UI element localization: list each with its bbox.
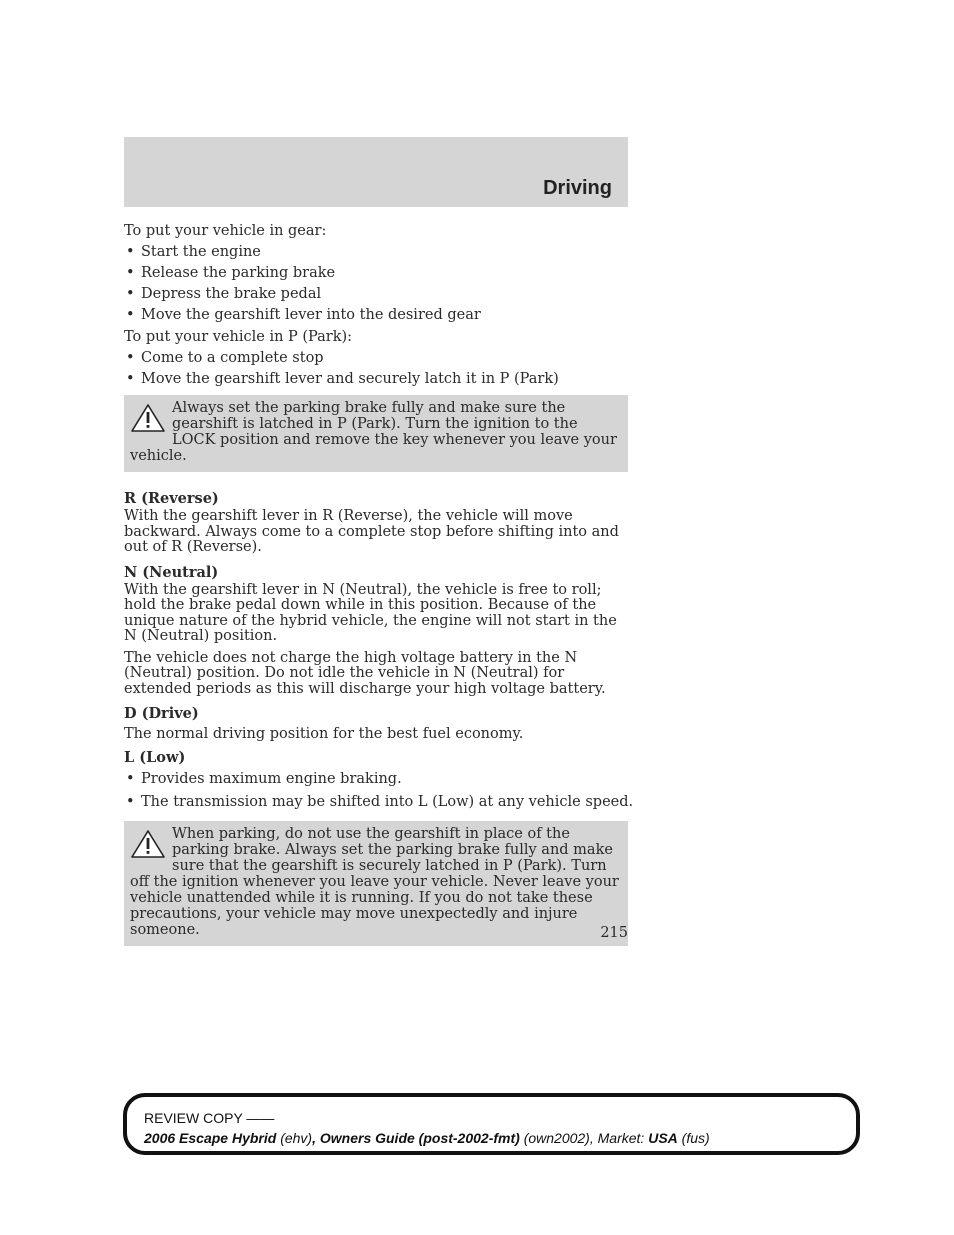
warning-box — [124, 821, 628, 946]
list-item: • Release the parking brake — [124, 263, 628, 284]
warning-box — [124, 395, 628, 472]
review-footer — [123, 1093, 860, 1155]
review-label: REVIEW COPY —— — [144, 1110, 275, 1126]
neutral-text-2: The vehicle does not charge the high voltage battery in the N (Neutral) position. Do not idle the vehicle in N (Neutral) for extended periods as this will discharge your high voltage battery. — [124, 649, 606, 697]
park-steps-list — [124, 348, 628, 390]
warning-triangle-icon — [130, 403, 166, 433]
section-header — [124, 137, 628, 207]
page-content — [124, 221, 634, 962]
bullet-icon: • — [126, 265, 135, 281]
neutral-text-1: With the gearshift lever in N (Neutral), the vehicle is free to roll; hold the brake pedal down while in this position. Because of the unique nature of the hybrid vehicle, the engine will not start in the N (Neutral) position. — [124, 581, 617, 644]
drive-text: The normal driving position for the best fuel economy. — [124, 726, 524, 742]
gear-steps-list — [124, 242, 628, 326]
list-item: • Start the engine — [124, 242, 628, 263]
list-item: • Move the gearshift lever into the desired gear — [124, 305, 628, 326]
page-number: 215 — [600, 925, 628, 941]
list-item: • Depress the brake pedal — [124, 284, 628, 305]
reverse-text: With the gearshift lever in R (Reverse), the vehicle will move backward. Always come to a complete stop before shifting into and out of R (Reverse). — [124, 508, 619, 555]
bullet-icon: • — [126, 771, 135, 787]
warning-text: Always set the parking brake fully and make sure the gearshift is latched in P (Park). Turn the ignition to the LOCK position and remove the key whenever you leave your vehicle. — [130, 400, 617, 464]
list-item: • Come to a complete stop — [124, 348, 628, 369]
bullet-icon: • — [126, 794, 135, 810]
bullet-icon: • — [126, 244, 135, 260]
section-title: Driving — [543, 177, 612, 199]
warning-triangle-icon — [130, 829, 166, 859]
bullet-icon: • — [126, 286, 135, 302]
neutral-heading: N (Neutral) — [124, 563, 219, 581]
list-item: • Provides maximum engine braking. — [124, 768, 628, 791]
reverse-heading: R (Reverse) — [124, 490, 219, 507]
low-list — [124, 768, 634, 814]
warning-text: When parking, do not use the gearshift in place of the parking brake. Always set the parking brake fully and make sure that the gearshift is securely latched in P (Park). Turn off the ignition whenever you leave your vehicle. Never leave your vehicle unattended while it is running. If you do not take these precautions, your vehicle may move unexpectedly and injure someone. — [130, 826, 619, 938]
drive-heading: D (Drive) — [124, 705, 199, 722]
document-info: 2006 Escape Hybrid (ehv), Owners Guide (post-2002-fmt) (own2002), Market: USA (fus) — [144, 1130, 710, 1146]
low-heading: L (Low) — [124, 749, 186, 766]
list-item: • The transmission may be shifted into L (Low) at any vehicle speed. — [124, 791, 628, 814]
bullet-icon: • — [126, 307, 135, 323]
intro-park: To put your vehicle in P (Park): — [124, 329, 353, 345]
list-item: • Move the gearshift lever and securely latch it in P (Park) — [124, 369, 628, 390]
intro-gear: To put your vehicle in gear: — [124, 223, 327, 239]
bullet-icon: • — [126, 350, 135, 366]
bullet-icon: • — [126, 371, 135, 387]
